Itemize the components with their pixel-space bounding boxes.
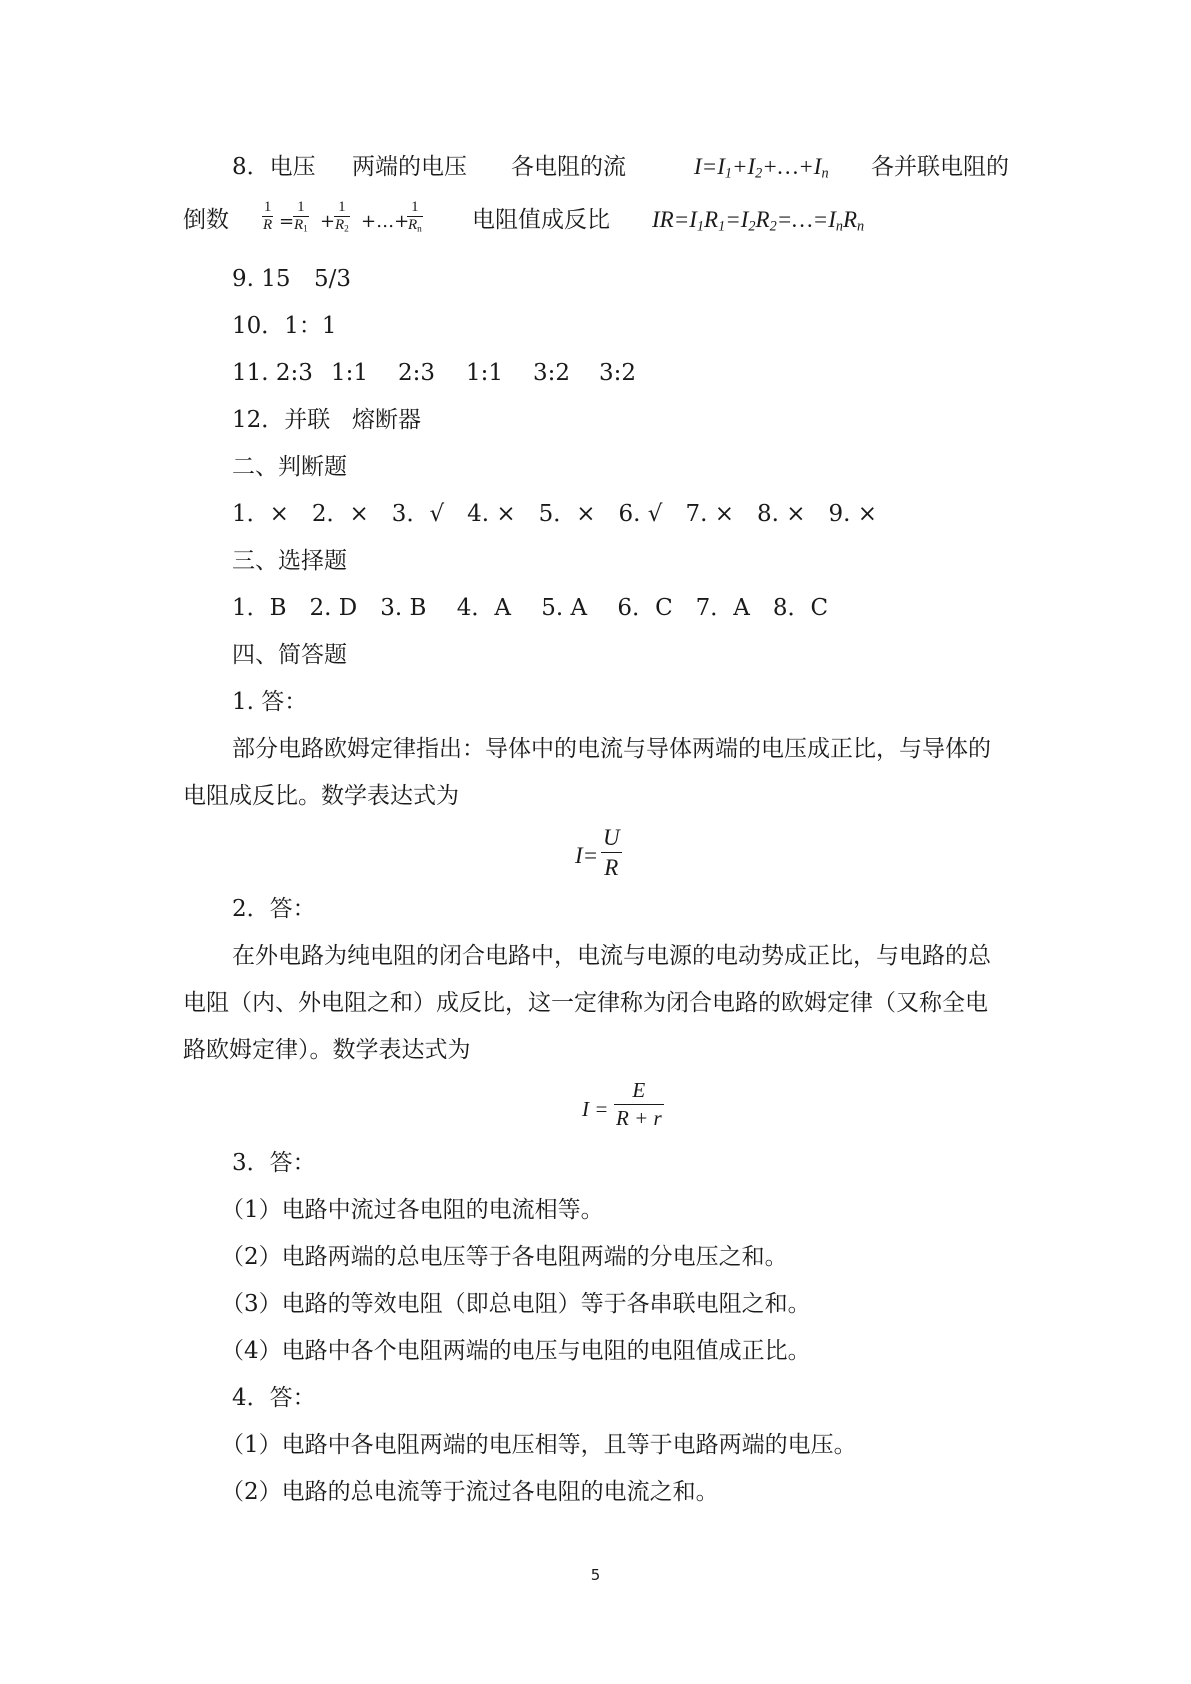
answer-4-4-head: 4．答： bbox=[232, 1385, 316, 1411]
frac-1-over-R: 1 R bbox=[263, 199, 273, 233]
reciprocal-formula bbox=[262, 199, 462, 249]
answer-4-1-para-line-2: 电阻成反比。数学表达式为 bbox=[183, 783, 459, 809]
answer-11-blank-3: 2:3 bbox=[398, 360, 436, 386]
answer-4-2-para-line-2: 电阻（内、外电阻之和）成反比，这一定律称为闭合电路的欧姆定律（又称全电 bbox=[183, 990, 988, 1016]
answer-4-3-item-1: （1）电路中流过各电阻的电流相等。 bbox=[221, 1197, 604, 1223]
answer-11-label: 11. 2:3 bbox=[232, 360, 313, 386]
answer-4-1-para-line-1: 部分电路欧姆定律指出：导体中的电流与导体两端的电压成正比，与导体的 bbox=[232, 736, 991, 762]
section-3-answers: 1．B 2. D 3. B 4．A 5. A 6．C 7．A 8．C bbox=[232, 595, 829, 621]
answer-8-blank-5: 各并联电阻的 bbox=[871, 154, 1009, 180]
answer-4-3-item-3: （3）电路的等效电阻（即总电阻）等于各串联电阻之和。 bbox=[221, 1291, 811, 1317]
plus-dots: +…+ bbox=[361, 211, 410, 232]
answer-4-2-head: 2．答： bbox=[232, 896, 316, 922]
answer-4-2-para-line-1: 在外电路为纯电阻的闭合电路中，电流与电源的电动势成正比，与电路的总 bbox=[232, 943, 991, 969]
formula-lhs: I= bbox=[575, 843, 599, 868]
frac-1-over-Rn: 1 $R_n$ bbox=[408, 199, 422, 235]
ohms-law-formula bbox=[575, 823, 675, 889]
page-number: 5 bbox=[590, 1566, 601, 1584]
answer-9-blank-2: 5/3 bbox=[314, 266, 352, 292]
closed-circuit-formula bbox=[582, 1077, 702, 1143]
formula-fraction: U R bbox=[603, 825, 620, 880]
section-4-title: 四、简答题 bbox=[232, 642, 347, 668]
answer-8-ir-formula: $IR=I_1R_1=I_2R_2=\dots=I_nR_n$ bbox=[652, 207, 865, 235]
answer-8-label: 8．电压 bbox=[232, 154, 316, 180]
answer-10: 10．1：1 bbox=[232, 313, 337, 339]
frac-1-over-R2: 1 $R_2$ bbox=[335, 199, 349, 235]
equals-sign: = bbox=[279, 211, 295, 232]
plus-sign: + bbox=[320, 211, 336, 232]
answer-11-blank-6: 3:2 bbox=[599, 360, 637, 386]
answer-4-3-item-4: （4）电路中各个电阻两端的电压与电阻的电阻值成正比。 bbox=[221, 1338, 811, 1364]
formula-lhs: I = bbox=[582, 1097, 609, 1121]
answer-8-blank-3: 各电阻的流 bbox=[511, 154, 626, 180]
answer-12-blank-2: 熔断器 bbox=[352, 407, 421, 433]
frac-1-over-R1: 1 $R_1$ bbox=[294, 199, 308, 235]
formula-fraction: E R + r bbox=[616, 1078, 662, 1130]
answer-8-blank-2: 两端的电压 bbox=[352, 154, 467, 180]
section-2-title: 二、判断题 bbox=[232, 454, 347, 480]
answer-8-blank-6: 电阻值成反比 bbox=[472, 207, 610, 233]
answer-11-blank-5: 3:2 bbox=[533, 360, 571, 386]
answer-4-2-para-line-3: 路欧姆定律）。数学表达式为 bbox=[183, 1037, 471, 1063]
answer-8-blank-5-cont: 倒数 bbox=[183, 207, 229, 233]
answer-11-blank-4: 1:1 bbox=[466, 360, 504, 386]
answer-4-3-item-2: （2）电路两端的总电压等于各电阻两端的分电压之和。 bbox=[221, 1244, 788, 1270]
answer-11-blank-2: 1:1 bbox=[331, 360, 369, 386]
answer-9-label: 9. 15 bbox=[232, 266, 291, 292]
answer-8-line-2 bbox=[0, 199, 1191, 255]
answer-12-label: 12．并联 bbox=[232, 407, 331, 433]
section-2-answers: 1．× 2．× 3．√ 4. × 5．× 6. √ 7. × 8. × 9. × bbox=[232, 501, 878, 527]
section-3-title: 三、选择题 bbox=[232, 548, 347, 574]
answer-4-4-item-2: （2）电路的总电流等于流过各电阻的电流之和。 bbox=[221, 1479, 719, 1505]
answer-4-3-head: 3．答： bbox=[232, 1150, 316, 1176]
answer-4-4-item-1: （1）电路中各电阻两端的电压相等，且等于电路两端的电压。 bbox=[221, 1432, 857, 1458]
answer-8-current-sum: $I=I_1+I_2+\dots+I_n$ bbox=[694, 154, 829, 182]
answer-4-1-head: 1. 答： bbox=[232, 689, 308, 715]
